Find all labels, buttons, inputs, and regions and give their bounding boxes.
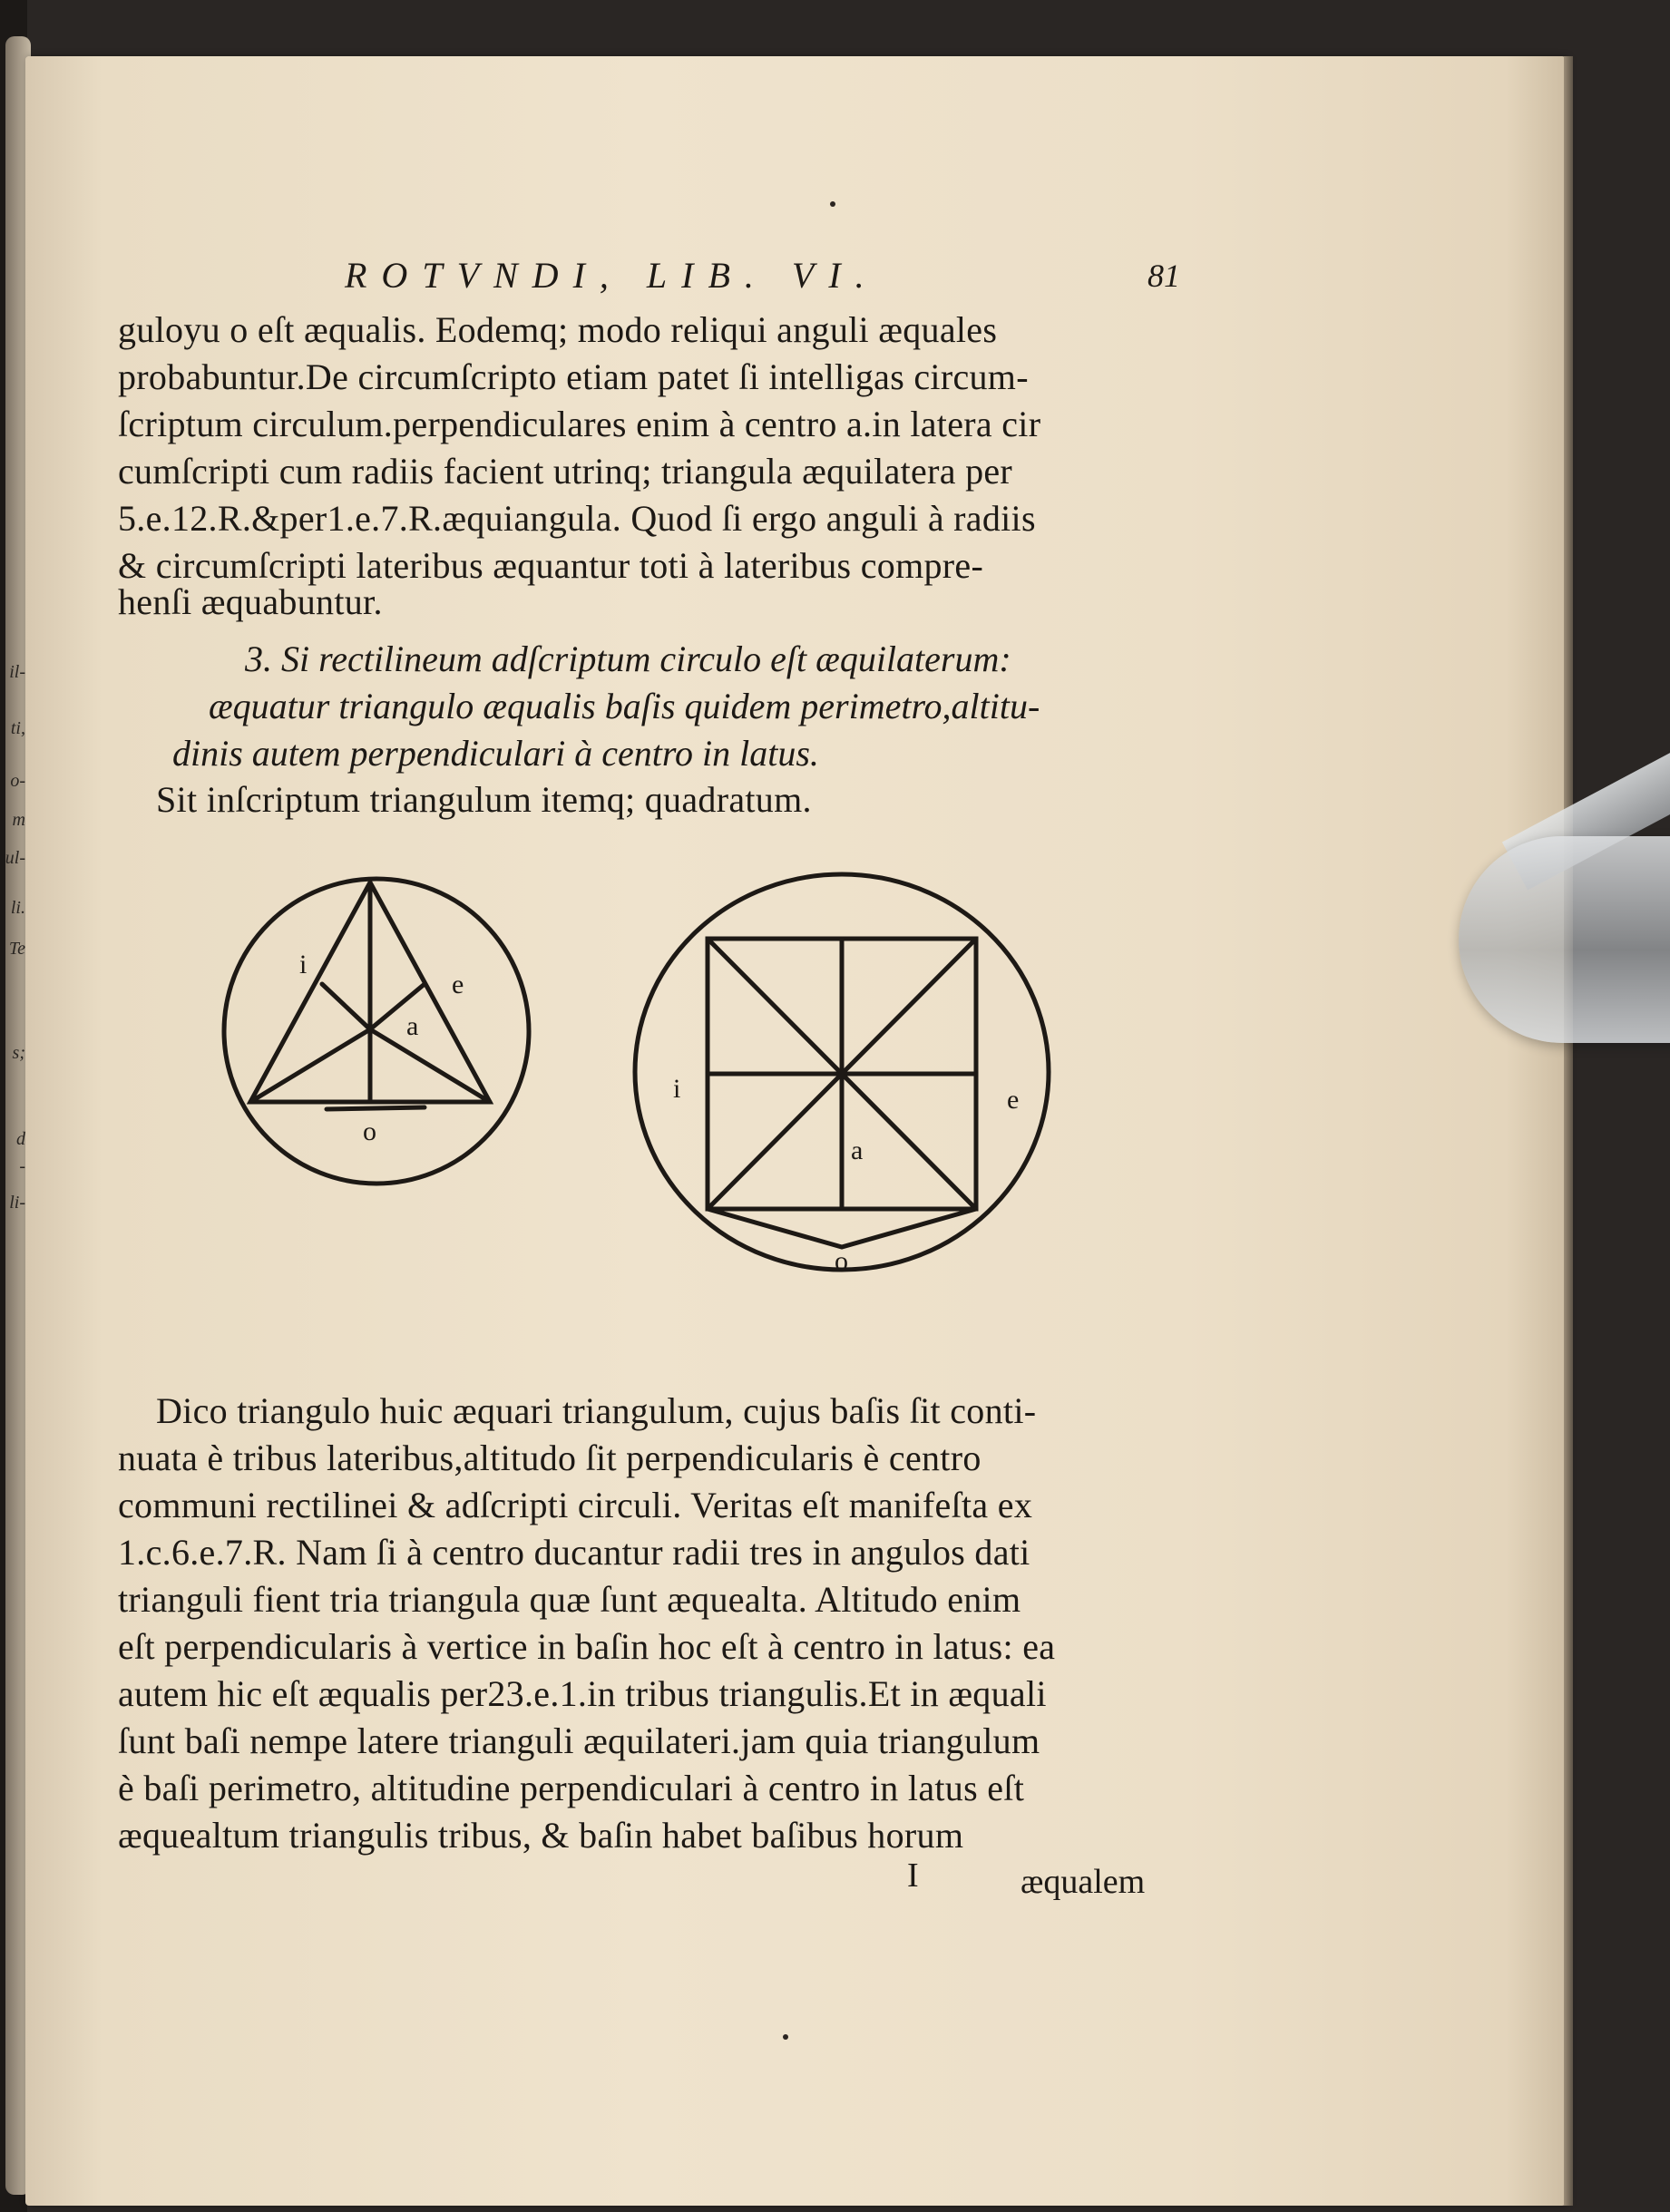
setup-line: Sit inſcriptum triangulum itemq; quadratum. [156,779,812,820]
figure-label-o: o [835,1246,848,1276]
figure-label-o: o [363,1116,376,1146]
margin-fragment: ul- [5,848,25,868]
margin-fragment: il- [9,662,25,682]
catchword: æqualem [1021,1863,1146,1901]
text-line: 1.c.6.e.7.R. Nam ſi à centro ducantur radii tres in angulos dati [118,1532,1030,1573]
text-line: autem hic eſt æqualis per23.e.1.in tribus triangulis.Et in æquali [118,1673,1047,1714]
ink-speck [830,201,835,207]
margin-fragment: m [12,810,25,830]
text-line: è baſi perimetro, altitudine perpendiculari à centro in latus eſt [118,1768,1025,1808]
text-line: nuata è tribus lateribus,altitudo ſit perpendicularis è centro [118,1437,981,1478]
figure-label-e: e [452,970,464,999]
text-line: Dico triangulo huic æquari triangulum, cujus baſis ſit conti- [156,1390,1037,1431]
figure-label-e: e [1007,1085,1020,1115]
proposition-line: dinis autem perpendiculari à centro in latus. [172,733,819,774]
margin-fragment: o- [10,771,25,791]
text-line: trianguli fient tria triangula quæ ſunt æquealta. Altitudo enim [118,1579,1021,1620]
signature-mark: I [907,1856,919,1895]
figure-label-i: i [673,1074,681,1104]
figure-label-i: i [299,950,308,979]
base-stroke [327,1107,425,1109]
margin-fragment: Te [8,939,25,959]
margin-fragment: li- [9,1193,25,1213]
margin-fragment: s; [12,1043,25,1063]
figure-label-a: a [851,1135,864,1165]
folio-number: 81 [1148,258,1180,294]
running-title: ROTVNDI, LIB. VI. [345,255,879,296]
page-holder-clip [1459,836,1670,1043]
text-line: communi rectilinei & adſcripti circuli. Veritas eſt manifeſta ex [118,1485,1033,1525]
text-line: guloyu o eſt æqualis. Eodemq; modo reliqui anguli æquales [118,309,998,350]
text-line: & circumſcripti lateribus æquantur toti à lateribus compre- [118,545,984,586]
margin-fragment: d [16,1129,25,1149]
text-line: henſi æquabuntur. [118,581,383,622]
proposition-line: æquatur triangulo æqualis baſis quidem perimetro,altitu- [209,686,1040,726]
text-line: æquealtum triangulis tribus, & baſin habet baſibus horum [118,1815,964,1856]
page-fore-edge [1564,56,1573,2206]
figure-inscribed-square [626,871,1061,1288]
text-line: cumſcripti cum radiis facient utrinq; triangula æquilatera per [118,451,1013,492]
margin-fragment: ti, [10,718,25,738]
margin-fragment: li. [10,898,25,918]
tangent-stroke [708,1209,976,1247]
text-line: ſunt baſi nempe latere trianguli æquilateri.jam quia triangulum [118,1720,1040,1761]
text-line: probabuntur.De circumſcripto etiam patet ſi intelligas circum- [118,356,1029,397]
ink-speck [783,2034,788,2040]
perpendicular-line [322,984,370,1029]
text-line: 5.e.12.R.&per1.e.7.R.æquiangula. Quod ſi ergo anguli à radiis [118,498,1036,539]
text-line: eſt perpendicularis à vertice in baſin hoc eſt à centro in latus: ea [118,1626,1056,1667]
margin-fragment: - [19,1156,25,1176]
figure-label-a: a [406,1011,419,1041]
proposition-line: 3. Si rectilineum adſcriptum circulo eſt æquilaterum: [245,638,1011,679]
figure-inscribed-triangle [218,866,544,1193]
text-line: ſcriptum circulum.perpendiculares enim à centro a.in latera cir [118,404,1041,444]
